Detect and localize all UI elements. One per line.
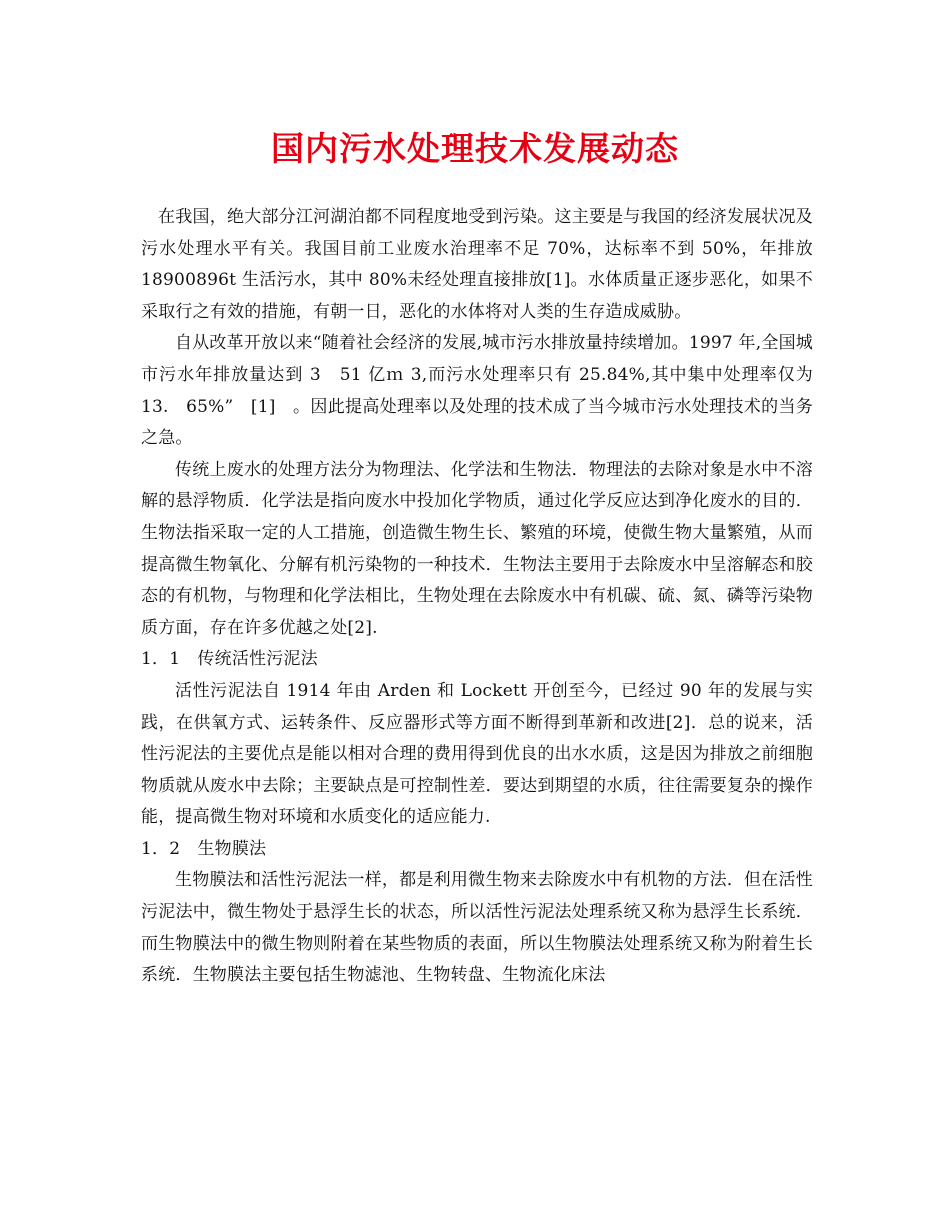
document-title: 国内污水处理技术发展动态 — [271, 129, 679, 168]
paragraph-activated-sludge: 活性污泥法自 1914 年由 Arden 和 Lockett 开创至今，已经过 90 年的发展与实践，在供氧方式、运转条件、反应器形式等方面不断得到革新和改进[2]．总的说来，活性污泥法的主要优点是能以相对合理的费用得到优良的出水水质，这是因为排放之前细胞物质就从废水中去除；主要缺点是可控制性差．要达到期望的水质，往往需要复杂的操作能，提高微生物对环境和水质变化的适应能力. — [141, 680, 813, 828]
paragraph-biofilm: 生物膜法和活性污泥法一样，都是利用微生物来去除废水中有机物的方法．但在活性污泥法中，微生物处于悬浮生长的状态，所以活性污泥法处理系统又称为悬浮生长系统．而生物膜法中的微生物则附着在某些物质的表面，所以生物膜法处理系统又称为附着生长系统．生物膜法主要包括生物滤池、生物转盘、生物流化床法 — [141, 870, 813, 986]
section-heading-biofilm: 1．2 生物膜法 — [141, 838, 267, 859]
paragraph-methods: 传统上废水的处理方法分为物理法、化学法和生物法．物理法的去除对象是水中不溶解的悬浮物质．化学法是指向废水中投加化学物质，通过化学反应达到净化废水的目的．生物法指采取一定的人工措施，创造微生物生长、繁殖的环境，使微生物大量繁殖，从而提高微生物氧化、分解有机污染物的一种技术．生物法主要用于去除废水中呈溶解态和胶态的有机物，与物理和化学法相比，生物处理在去除废水中有机碳、硫、氮、磷等污染物质方面，存在许多优越之处[2]. — [141, 459, 813, 638]
section-heading-activated-sludge: 1．1 传统活性污泥法 — [141, 649, 318, 670]
document-body — [141, 202, 813, 992]
paragraph-intro: 在我国，绝大部分江河湖泊都不同程度地受到污染。这主要是与我国的经济发展状况及污水处理水平有关。我国目前工业废水治理率不足 70%，达标率不到 50%，年排放 18900896t 生活污水，其中 80%未经处理直接排放[1]。水体质量正逐步恶化，如果不采取行之有效的措施，有朝一日，恶化的水体将对人类的生存造成威胁。 — [141, 207, 813, 322]
paragraph-reform: 自从改革开放以来“随着社会经济的发展,城市污水排放量持续增加。1997 年,全国城市污水年排放量达到 3 51 亿ｍ 3,而污水处理率只有 25.84%,其中集中处理率仅为 13. 65%” [1] 。因此提高处理率以及处理的技术成了当今城市污水处理技术的当务之急。 — [141, 333, 813, 449]
